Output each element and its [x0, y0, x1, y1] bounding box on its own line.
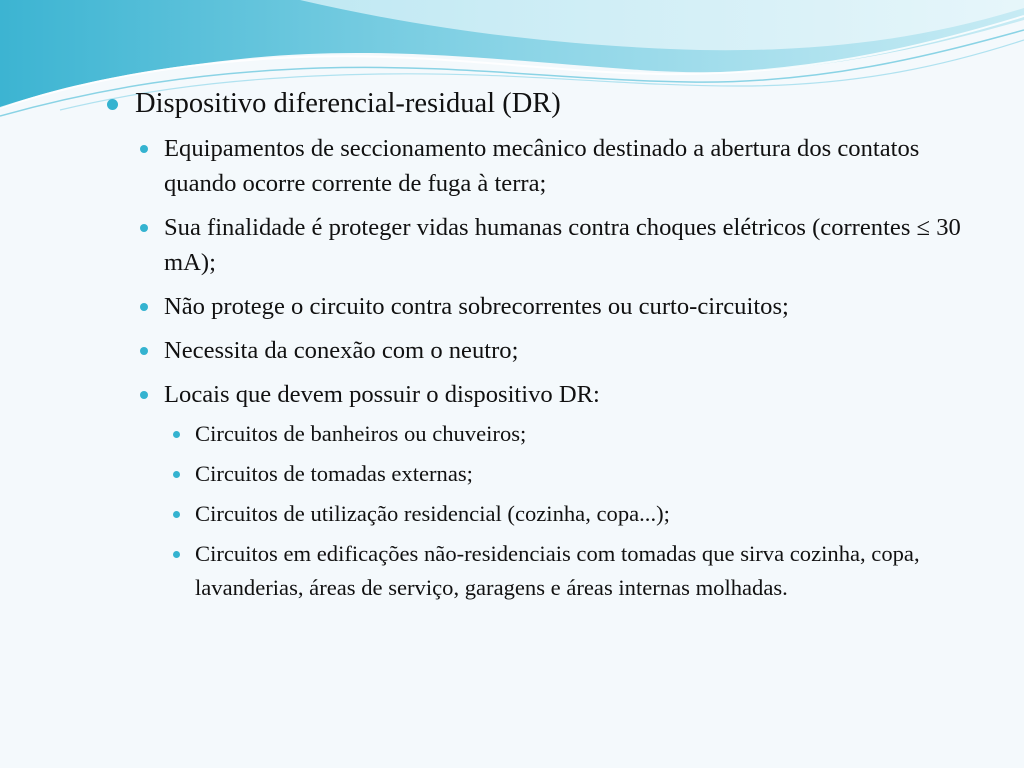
nested-list-item-text: Circuitos em edificações não-residenciais com tomadas que sirva cozinha, copa, lavanderias, áreas de serviço, garagens e áreas internas molhadas.	[195, 541, 920, 600]
bullet-dot-icon	[173, 471, 180, 478]
bullet-dot-icon	[173, 511, 180, 518]
main-bullet-text: Dispositivo diferencial-residual (DR)	[135, 88, 561, 119]
list-item-text: Sua finalidade é proteger vidas humanas contra choques elétricos (correntes ≤ 30 mA);	[164, 214, 961, 276]
nested-list-item	[195, 417, 935, 451]
bullet-dot-icon	[140, 224, 148, 232]
list-item	[164, 333, 964, 368]
bullet-dot-icon	[140, 303, 148, 311]
nested-list-item	[195, 457, 935, 491]
list-item-text: Locais que devem possuir o dispositivo DR:	[164, 381, 600, 408]
nested-list-item-text: Circuitos de utilização residencial (cozinha, copa...);	[195, 501, 670, 526]
list-item	[164, 131, 964, 201]
main-bullet-list	[135, 84, 995, 614]
bullet-dot-icon	[140, 391, 148, 399]
bullet-dot-icon	[107, 99, 118, 110]
bullet-dot-icon	[173, 551, 180, 558]
list-item-text: Equipamentos de seccionamento mecânico destinado a abertura dos contatos quando ocorre corrente de fuga à terra;	[164, 135, 920, 197]
list-item	[164, 377, 964, 605]
list-item	[164, 210, 964, 280]
list-item-text: Necessita da conexão com o neutro;	[164, 337, 519, 364]
main-bullet-item	[135, 84, 995, 605]
bullet-dot-icon	[173, 431, 180, 438]
bullet-dot-icon	[140, 347, 148, 355]
nested-list-item-text: Circuitos de tomadas externas;	[195, 461, 473, 486]
list-item-text: Não protege o circuito contra sobrecorrentes ou curto-circuitos;	[164, 293, 789, 320]
bullet-dot-icon	[140, 145, 148, 153]
list-item	[164, 289, 964, 324]
sub-bullet-list	[164, 131, 964, 605]
nested-bullet-list	[195, 417, 935, 605]
nested-list-item-text: Circuitos de banheiros ou chuveiros;	[195, 421, 527, 446]
nested-list-item	[195, 537, 935, 605]
nested-list-item	[195, 497, 935, 531]
